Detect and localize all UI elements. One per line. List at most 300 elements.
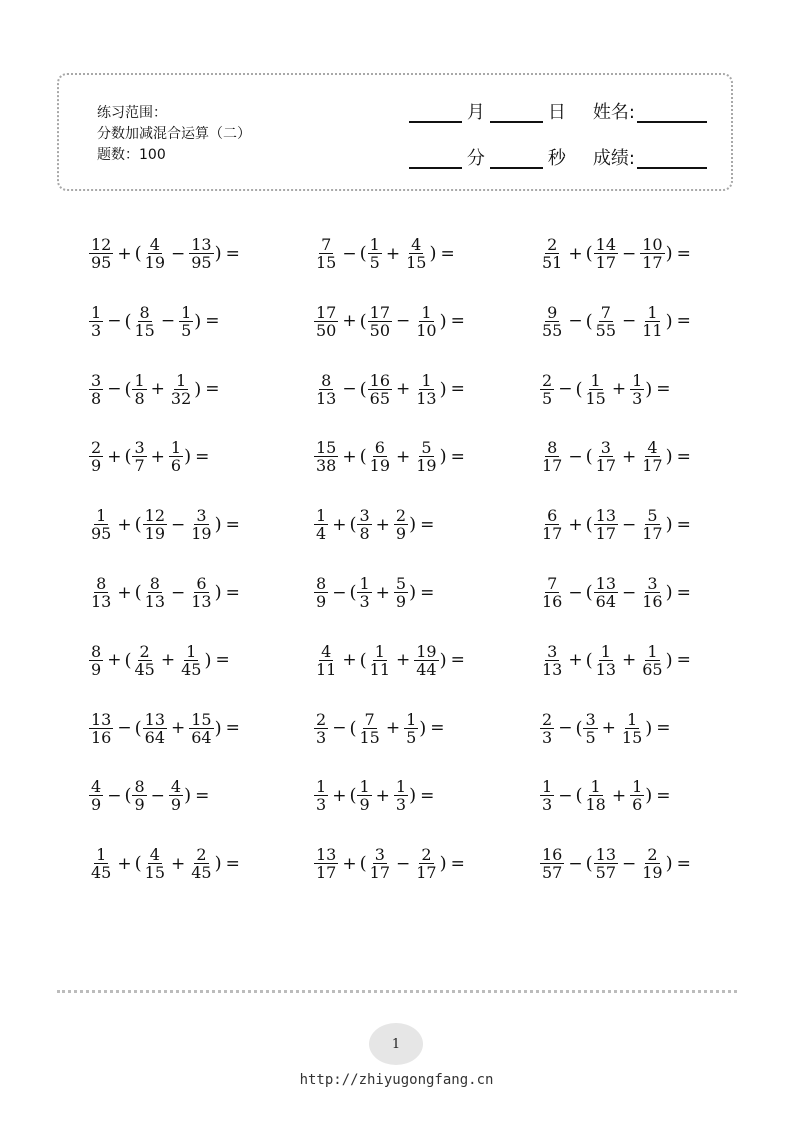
- problem-8: [313, 372, 465, 407]
- problem-count: 题数：100: [97, 147, 166, 163]
- denominator: 45: [181, 659, 202, 679]
- operator-1: +: [568, 514, 583, 535]
- denominator: 17: [595, 456, 616, 476]
- numerator: 17: [316, 302, 337, 322]
- numerator: 8: [321, 370, 332, 390]
- problem-26: [313, 778, 434, 813]
- numerator: 14: [595, 235, 616, 254]
- fraction-a: [89, 846, 113, 881]
- close-paren: ): [419, 717, 427, 739]
- numerator: 9: [547, 302, 558, 322]
- operator-1: +: [342, 446, 357, 467]
- topic-title: 分数加减混合运算（二）: [97, 126, 251, 142]
- close-paren: ): [409, 514, 417, 536]
- fraction-a: [314, 304, 338, 339]
- denominator: 9: [134, 795, 145, 815]
- minute-label: 分: [466, 148, 485, 169]
- operator-2: +: [375, 582, 390, 603]
- numerator: 1: [421, 302, 432, 322]
- operator-2: −: [396, 311, 411, 332]
- denominator: 11: [642, 320, 663, 340]
- equals-sign: =: [656, 379, 671, 400]
- denominator: 8: [134, 388, 145, 408]
- open-paren: (: [575, 378, 583, 400]
- numerator: 13: [191, 235, 212, 254]
- denominator: 3: [91, 320, 102, 340]
- operator-2: +: [396, 446, 411, 467]
- denominator: 19: [416, 456, 437, 476]
- operator-1: −: [107, 311, 122, 332]
- numerator: 3: [359, 506, 370, 526]
- fraction-b: [357, 711, 381, 746]
- denominator: 17: [595, 524, 616, 544]
- range-label: 练习范围：: [97, 105, 167, 121]
- open-paren: (: [359, 446, 367, 468]
- close-paren: ): [645, 378, 653, 400]
- close-paren: ): [439, 853, 447, 875]
- open-paren: (: [585, 514, 593, 536]
- numerator: 6: [196, 574, 207, 593]
- operator-2: +: [375, 785, 390, 806]
- numerator: 13: [595, 506, 616, 526]
- operator-1: +: [107, 446, 122, 467]
- problem-20: [313, 643, 465, 678]
- close-paren: ): [439, 446, 447, 468]
- fraction-c: [169, 372, 193, 407]
- operator-2: +: [611, 379, 627, 400]
- denominator: 5: [181, 320, 192, 340]
- time-score-row: [409, 143, 707, 169]
- fraction-a: [89, 372, 103, 407]
- denominator: 65: [642, 659, 663, 679]
- equals-sign: =: [450, 650, 465, 671]
- equals-sign: =: [195, 446, 210, 467]
- problem-4: [88, 304, 220, 339]
- close-paren: ): [184, 446, 192, 468]
- fraction-b: [143, 507, 167, 542]
- open-paren: (: [359, 853, 367, 875]
- numerator: 3: [196, 506, 207, 526]
- fraction-a: [540, 372, 554, 407]
- fraction-b: [594, 643, 618, 678]
- numerator: 3: [600, 438, 611, 458]
- numerator: 4: [149, 235, 160, 254]
- close-paren: ): [665, 582, 673, 603]
- operator-2: +: [171, 718, 186, 739]
- operator-2: −: [160, 311, 176, 332]
- numerator: 17: [369, 302, 390, 322]
- denominator: 9: [316, 592, 327, 611]
- name-blank[interactable]: [637, 103, 707, 123]
- numerator: 2: [421, 845, 432, 865]
- fraction-b: [357, 507, 371, 542]
- fraction-b: [368, 439, 392, 474]
- month-label: 月: [466, 102, 485, 123]
- problem-23: [313, 711, 445, 746]
- operator-1: −: [568, 582, 583, 603]
- fraction-b: [594, 575, 618, 610]
- fraction-a: [540, 711, 554, 746]
- numerator: 2: [395, 506, 407, 526]
- numerator: 3: [91, 370, 102, 390]
- fraction-b: [368, 372, 392, 407]
- fraction-a: [314, 236, 338, 271]
- close-paren: ): [665, 853, 673, 875]
- close-paren: ): [645, 785, 653, 807]
- denominator: 57: [542, 863, 563, 883]
- denominator: 17: [642, 253, 663, 272]
- close-paren: ): [194, 310, 202, 332]
- problem-27: [539, 778, 671, 813]
- fraction-a: [540, 236, 564, 271]
- denominator: 15: [585, 388, 606, 408]
- denominator: 17: [595, 253, 616, 272]
- fraction-c: [414, 643, 438, 678]
- denominator: 10: [416, 320, 437, 340]
- close-paren: ): [665, 649, 673, 671]
- denominator: 5: [542, 388, 553, 408]
- open-paren: (: [349, 582, 357, 603]
- numerator: 1: [600, 641, 611, 661]
- operator-1: −: [558, 379, 573, 400]
- problem-7: [88, 372, 220, 407]
- open-paren: (: [349, 785, 357, 807]
- problem-1: [88, 236, 240, 271]
- close-paren: ): [665, 514, 673, 536]
- operator-2: +: [396, 379, 411, 400]
- problem-11: [313, 439, 465, 474]
- operator-2: +: [601, 718, 616, 739]
- denominator: 17: [542, 456, 563, 476]
- operator-2: −: [171, 514, 186, 535]
- open-paren: (: [349, 514, 357, 536]
- month-blank[interactable]: [409, 103, 462, 123]
- fraction-c: [404, 236, 428, 271]
- denominator: 17: [416, 863, 437, 883]
- fraction-a: [540, 846, 564, 881]
- numerator: 1: [626, 709, 638, 729]
- fraction-b: [594, 507, 618, 542]
- numerator: 8: [91, 641, 102, 661]
- fraction-b: [583, 711, 597, 746]
- numerator: 1: [316, 777, 327, 797]
- numerator: 5: [647, 506, 658, 526]
- open-paren: (: [359, 649, 367, 671]
- equals-sign: =: [225, 514, 240, 535]
- problem-13: [88, 507, 240, 542]
- numerator: 2: [647, 845, 658, 865]
- denominator: 8: [91, 388, 102, 408]
- fraction-a: [89, 439, 103, 474]
- close-paren: ): [439, 310, 447, 332]
- open-paren: (: [124, 378, 132, 400]
- fraction-a: [314, 372, 338, 407]
- fraction-a: [89, 507, 113, 542]
- operator-2: +: [622, 446, 637, 467]
- denominator: 95: [91, 253, 112, 272]
- fraction-a: [89, 575, 113, 610]
- equals-sign: =: [676, 582, 691, 603]
- denominator: 9: [170, 795, 182, 815]
- fraction-a: [89, 711, 113, 746]
- problem-24: [539, 711, 671, 746]
- fraction-a: [540, 778, 554, 813]
- numerator: 2: [547, 235, 558, 254]
- operator-1: −: [107, 379, 122, 400]
- numerator: 1: [91, 302, 102, 322]
- denominator: 15: [359, 727, 380, 747]
- equals-sign: =: [205, 311, 220, 332]
- numerator: 8: [547, 438, 558, 458]
- operator-1: +: [332, 785, 347, 806]
- numerator: 1: [406, 709, 417, 729]
- fraction-c: [179, 643, 203, 678]
- problem-2: [313, 236, 455, 271]
- problem-22: [88, 711, 240, 746]
- numerator: 1: [316, 506, 327, 526]
- close-paren: ): [665, 310, 673, 332]
- numerator: 12: [91, 235, 112, 254]
- denominator: 6: [632, 795, 643, 815]
- fraction-b: [132, 304, 156, 339]
- operator-1: +: [568, 243, 583, 264]
- fraction-c: [414, 439, 438, 474]
- site-url: http://zhiyugongfang.cn: [299, 1072, 494, 1088]
- open-paren: (: [585, 853, 593, 875]
- denominator: 6: [170, 456, 182, 476]
- fraction-c: [414, 304, 438, 339]
- fraction-c: [414, 846, 438, 881]
- denominator: 38: [316, 456, 337, 476]
- fraction-c: [189, 575, 213, 610]
- denominator: 16: [642, 592, 663, 611]
- fraction-b: [132, 372, 146, 407]
- operator-1: +: [117, 243, 132, 264]
- fraction-b: [143, 846, 167, 881]
- open-paren: (: [575, 785, 583, 807]
- numerator: 1: [359, 574, 370, 593]
- fraction-a: [89, 778, 103, 813]
- operator-1: +: [117, 853, 132, 874]
- denominator: 7: [134, 456, 145, 476]
- close-paren: ): [409, 785, 417, 807]
- denominator: 3: [316, 727, 327, 747]
- fraction-a: [314, 643, 338, 678]
- denominator: 19: [642, 863, 663, 883]
- operator-1: −: [558, 718, 573, 739]
- operator-2: +: [385, 718, 401, 739]
- numerator: 1: [647, 302, 658, 322]
- numerator: 4: [321, 641, 332, 661]
- open-paren: (: [585, 243, 593, 264]
- score-label: 成绩:: [592, 148, 635, 169]
- denominator: 13: [416, 388, 437, 408]
- open-paren: (: [124, 785, 132, 807]
- equals-sign: =: [676, 243, 691, 264]
- denominator: 19: [369, 456, 390, 476]
- denominator: 18: [585, 795, 606, 815]
- denominator: 15: [134, 320, 155, 340]
- numerator: 15: [316, 438, 337, 458]
- header-fields: [409, 97, 707, 189]
- day-label: 日: [547, 102, 566, 123]
- operator-1: +: [332, 514, 347, 535]
- numerator: 5: [421, 438, 432, 458]
- denominator: 15: [406, 253, 427, 272]
- fraction-c: [640, 507, 664, 542]
- operator-2: +: [160, 650, 176, 671]
- denominator: 11: [369, 659, 390, 679]
- denominator: 15: [621, 727, 643, 747]
- fraction-c: [640, 643, 664, 678]
- close-paren: ): [429, 243, 437, 264]
- second-blank[interactable]: [490, 149, 543, 169]
- open-paren: (: [124, 310, 132, 332]
- open-paren: (: [134, 717, 142, 739]
- problem-17: [313, 575, 434, 610]
- numerator: 1: [647, 641, 658, 661]
- numerator: 1: [542, 777, 553, 797]
- fraction-a: [540, 575, 564, 610]
- denominator: 9: [395, 524, 407, 544]
- denominator: 3: [542, 727, 553, 747]
- operator-2: −: [622, 582, 637, 603]
- equals-sign: =: [225, 718, 240, 739]
- denominator: 19: [191, 524, 212, 544]
- fraction-c: [394, 507, 408, 542]
- open-paren: (: [359, 378, 367, 400]
- denominator: 44: [416, 659, 437, 679]
- fraction-a: [314, 439, 338, 474]
- numerator: 5: [395, 574, 407, 593]
- denominator: 50: [369, 320, 390, 340]
- numerator: 2: [542, 709, 553, 729]
- denominator: 16: [91, 727, 112, 747]
- denominator: 9: [91, 456, 102, 476]
- open-paren: (: [134, 514, 142, 536]
- operator-1: −: [558, 785, 573, 806]
- operator-1: +: [117, 514, 132, 535]
- numerator: 3: [374, 845, 385, 865]
- denominator: 45: [134, 659, 155, 679]
- fraction-b: [594, 236, 618, 271]
- numerator: 7: [547, 574, 558, 593]
- fraction-a: [314, 711, 328, 746]
- fraction-c: [189, 236, 213, 271]
- fraction-b: [357, 575, 371, 610]
- denominator: 51: [542, 253, 563, 272]
- fraction-b: [132, 439, 146, 474]
- numerator: 1: [590, 370, 601, 390]
- numerator: 7: [600, 302, 611, 322]
- open-paren: (: [359, 243, 367, 264]
- operator-1: −: [568, 446, 583, 467]
- denominator: 8: [359, 524, 370, 544]
- open-paren: (: [134, 853, 142, 875]
- fraction-b: [583, 372, 607, 407]
- fraction-c: [640, 846, 664, 881]
- minute-blank[interactable]: [409, 149, 462, 169]
- close-paren: ): [184, 785, 192, 807]
- numerator: 13: [595, 574, 616, 593]
- numerator: 1: [175, 370, 187, 390]
- fraction-c: [414, 372, 438, 407]
- numerator: 1: [134, 370, 145, 390]
- numerator: 19: [416, 641, 437, 661]
- operator-2: +: [150, 446, 165, 467]
- fraction-b: [143, 711, 167, 746]
- denominator: 64: [144, 727, 165, 747]
- numerator: 4: [91, 777, 102, 797]
- fraction-a: [314, 507, 328, 542]
- operator-1: −: [568, 853, 583, 874]
- denominator: 13: [595, 659, 616, 679]
- equals-sign: =: [225, 853, 240, 874]
- equals-sign: =: [450, 446, 465, 467]
- fraction-c: [169, 778, 183, 813]
- numerator: 8: [134, 777, 145, 797]
- equals-sign: =: [430, 718, 445, 739]
- page-number-badge: [369, 1023, 423, 1065]
- numerator: 3: [134, 438, 145, 458]
- numerator: 6: [374, 438, 385, 458]
- fraction-a: [540, 304, 564, 339]
- denominator: 57: [595, 863, 616, 883]
- problem-16: [88, 575, 240, 610]
- numerator: 7: [321, 235, 332, 254]
- score-blank[interactable]: [637, 149, 707, 169]
- equals-sign: =: [450, 853, 465, 874]
- denominator: 3: [632, 388, 643, 408]
- numerator: 3: [547, 641, 558, 661]
- denominator: 9: [359, 795, 370, 815]
- problem-18: [539, 575, 691, 610]
- problem-5: [313, 304, 465, 339]
- fraction-b: [594, 304, 618, 339]
- numerator: 10: [642, 235, 663, 254]
- close-paren: ): [214, 853, 222, 875]
- numerator: 1: [374, 641, 385, 661]
- equals-sign: =: [656, 718, 671, 739]
- denominator: 65: [369, 388, 390, 408]
- day-blank[interactable]: [490, 103, 543, 123]
- denominator: 55: [595, 320, 616, 340]
- fraction-c: [189, 711, 213, 746]
- numerator: 8: [149, 574, 160, 593]
- denominator: 19: [144, 524, 165, 544]
- operator-1: −: [117, 718, 132, 739]
- denominator: 5: [369, 253, 380, 272]
- numerator: 3: [585, 709, 596, 729]
- numerator: 1: [632, 777, 643, 797]
- fraction-b: [368, 643, 392, 678]
- denominator: 13: [191, 592, 212, 611]
- denominator: 15: [316, 253, 337, 272]
- fraction-c: [394, 778, 408, 813]
- open-paren: (: [134, 243, 142, 264]
- denominator: 17: [642, 524, 663, 544]
- operator-2: −: [622, 853, 637, 874]
- close-paren: ): [214, 717, 222, 739]
- fraction-a: [314, 846, 338, 881]
- numerator: 2: [196, 845, 207, 865]
- numerator: 13: [595, 845, 616, 865]
- fraction-b: [583, 778, 607, 813]
- denominator: 17: [642, 456, 663, 476]
- numerator: 6: [547, 506, 558, 526]
- numerator: 1: [632, 370, 643, 390]
- equals-sign: =: [450, 311, 465, 332]
